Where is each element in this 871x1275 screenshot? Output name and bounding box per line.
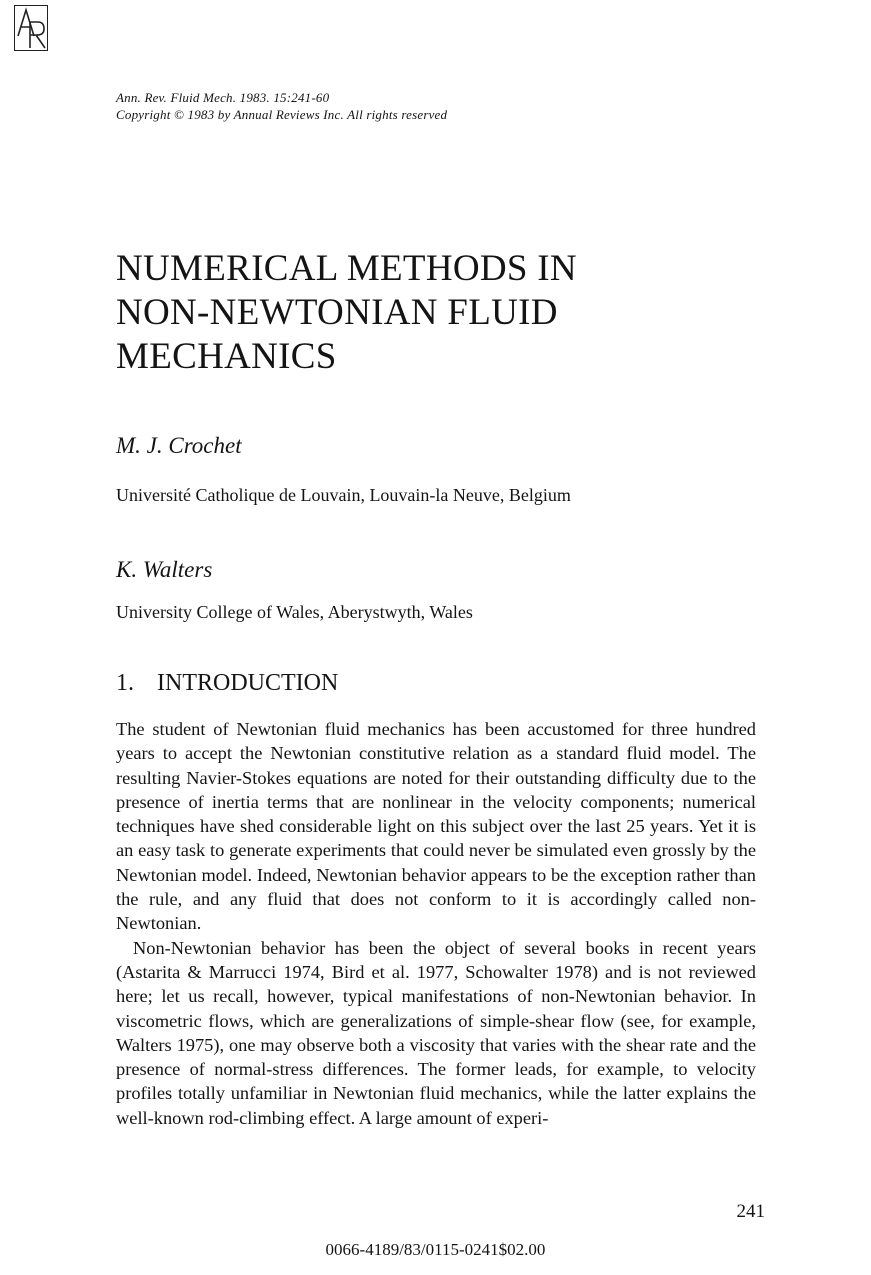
- author-name-1: M. J. Crochet: [116, 433, 242, 458]
- section-heading: [116, 668, 338, 698]
- page-number: 241: [736, 1201, 765, 1222]
- section-title: INTRODUCTION: [157, 670, 339, 696]
- paragraph-2: Non-Newtonian behavior has been the object of several books in recent years (Astarita & Marrucci 1974, Bird et al. 1977, Schowalter 1978) and is not reviewed here; let us recall, however, typical manifestations of non-Newtonian behavior. In viscometric flows, which are generalizations of simple-shear flow (see, for example, Walters 1975), one may observe both a viscosity that varies with the shear rate and the presence of normal-stress differences. The former leads, for example, to velocity profiles totally unfamiliar in Newtonian fluid mechanics, while the latter explains the well-known rod-climbing effect. A large amount of experi-: [116, 937, 756, 1128]
- title-line-1: NUMERICAL METHODS IN: [116, 248, 577, 289]
- journal-citation: [116, 89, 447, 123]
- ar-monogram-icon: [15, 6, 47, 50]
- author-affiliation-1: Université Catholique de Louvain, Louvain-la Neuve, Belgium: [116, 485, 571, 505]
- author-name-2: K. Walters: [116, 557, 213, 582]
- title-line-3: MECHANICS: [116, 336, 337, 377]
- citation-line-1: Ann. Rev. Fluid Mech. 1983. 15:241-60: [116, 90, 330, 105]
- section-number: 1.: [116, 670, 134, 696]
- body-text: [116, 717, 756, 1130]
- title-line-2: NON-NEWTONIAN FLUID: [116, 292, 558, 333]
- paragraph-1: The student of Newtonian fluid mechanics has been accustomed for three hundred years to accept the Newtonian constitutive relation as a standard fluid model. The resulting Navier-Stokes equations are noted for their outstanding difficulty due to the presence of inertia terms that are nonlinear in the velocity components; numerical techniques have shed considerable light on this subject over the last 25 years. Yet it is an easy task to generate experiments that could never be simulated even grossly by the Newtonian model. Indeed, Newtonian behavior appears to be the exception rather than the rule, and any fluid that does not conform to it is accordingly called non-Newtonian.: [116, 719, 756, 934]
- footer-code: 0066-4189/83/0115-0241$02.00: [325, 1240, 546, 1259]
- article-title: [116, 247, 577, 379]
- author-affiliation-2: University College of Wales, Aberystwyth, Wales: [116, 602, 473, 622]
- citation-line-2: Copyright © 1983 by Annual Reviews Inc. All rights reserved: [116, 107, 448, 122]
- annual-reviews-logo: [14, 5, 48, 51]
